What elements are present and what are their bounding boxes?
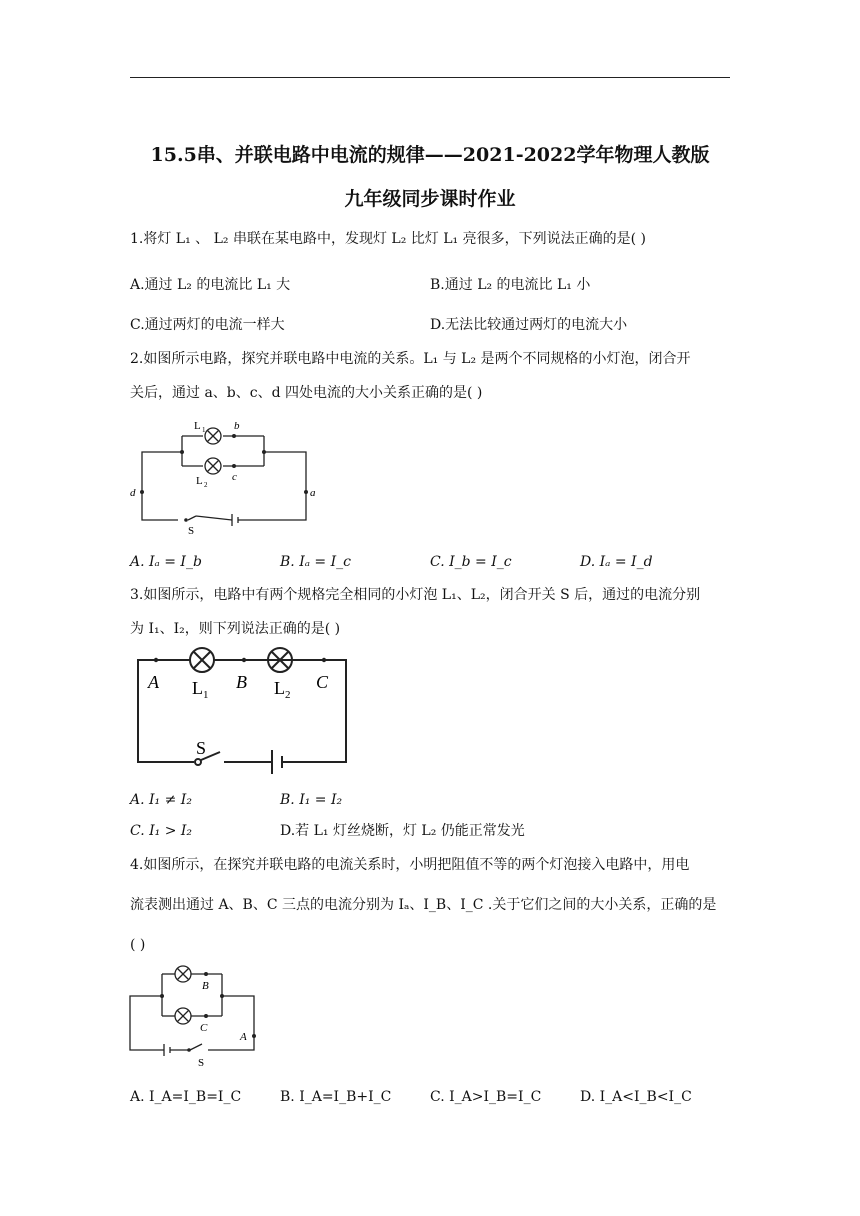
svg-text:2: 2 (285, 689, 291, 701)
page-title: 15.5串、并联电路中电流的规律——2021-2022学年物理人教版 (150, 144, 710, 166)
label-d: d (130, 487, 136, 499)
page-subtitle: 九年级同步课时作业 (344, 188, 516, 210)
question-2-circuit-diagram (128, 414, 328, 538)
q1-option-c: C.通过两灯的电流一样大 (130, 317, 285, 333)
q3-option-b: B. I₁ = I₂ (280, 792, 343, 808)
q4-option-c: C. I_A>I_B=I_C (430, 1089, 542, 1105)
q1-option-b: B.通过 L₂ 的电流比 L₁ 小 (430, 277, 591, 293)
switch-icon (190, 1044, 202, 1050)
q4-option-d: D. I_A<I_B<I_C (580, 1089, 692, 1105)
label-l1: L (192, 678, 203, 698)
label-l2: L (274, 678, 285, 698)
label-a: A (240, 1031, 247, 1043)
svg-text:1: 1 (203, 689, 209, 701)
label-b: b (234, 420, 240, 432)
question-2-stem-line2: 关后，通过 a、b、c、d 四处电流的大小关系正确的是( ) (130, 385, 483, 401)
label-b: B (202, 980, 209, 992)
q1-option-d: D.无法比较通过两灯的电流大小 (430, 317, 628, 333)
q3-option-c: C. I₁ > I₂ (130, 823, 193, 839)
q2-option-c: C. I_b = I_c (430, 554, 512, 570)
question-4-circuit-diagram (128, 962, 268, 1070)
switch-icon (188, 516, 196, 520)
svg-text:1: 1 (202, 426, 206, 434)
q2-option-a: A. Iₐ = I_b (130, 554, 202, 570)
q3-option-a: A. I₁ ≠ I₂ (130, 792, 192, 808)
question-2-stem-line1: 2.如图所示电路，探究并联电路中电流的关系。L₁ 与 L₂ 是两个不同规格的小灯泡，闭合开 (130, 351, 691, 367)
header-rule (130, 77, 730, 78)
switch-icon (195, 759, 201, 765)
q3-option-d: D.若 L₁ 灯丝烧断，灯 L₂ 仍能正常发光 (280, 823, 525, 839)
question-3-circuit-diagram (132, 646, 352, 774)
question-3-stem-line1: 3.如图所示，电路中有两个规格完全相同的小灯泡 L₁、L₂，闭合开关 S 后，通过的电流分别 (130, 587, 701, 603)
q2-option-d: D. Iₐ = I_d (580, 554, 653, 570)
q4-option-a: A. I_A=I_B=I_C (130, 1089, 242, 1105)
label-c: C (200, 1022, 208, 1034)
question-4-stem-line3: ( ) (130, 937, 146, 953)
q1-option-a: A.通过 L₂ 的电流比 L₁ 大 (130, 277, 291, 293)
label-b: B (236, 672, 247, 692)
label-s: S (188, 525, 195, 537)
question-4-stem-line1: 4.如图所示，在探究并联电路的电流关系时，小明把阻值不等的两个灯泡接入电路中，用电 (130, 857, 690, 873)
label-c: c (232, 471, 237, 483)
label-a: A (148, 672, 159, 692)
label-s: S (198, 1057, 205, 1069)
question-1-stem: 1.将灯 L₁ 、 L₂ 串联在某电路中，发现灯 L₂ 比灯 L₁ 亮很多，下列说法正确的是( ) (130, 231, 646, 247)
question-4-stem-line2: 流表测出通过 A、B、C 三点的电流分别为 Iₐ、I_B、I_C .关于它们之间的大小关系，正确的是 (130, 897, 717, 913)
svg-text:2: 2 (204, 481, 208, 489)
label-s: S (196, 738, 207, 758)
q2-option-b: B. Iₐ = I_c (280, 554, 351, 570)
label-l1: L (194, 420, 201, 432)
q4-option-b: B. I_A=I_B+I_C (280, 1089, 392, 1105)
label-l2: L (196, 475, 203, 487)
label-a: a (310, 487, 316, 499)
question-3-stem-line2: 为 I₁、I₂，则下列说法正确的是( ) (130, 621, 341, 637)
label-c: C (316, 672, 329, 692)
